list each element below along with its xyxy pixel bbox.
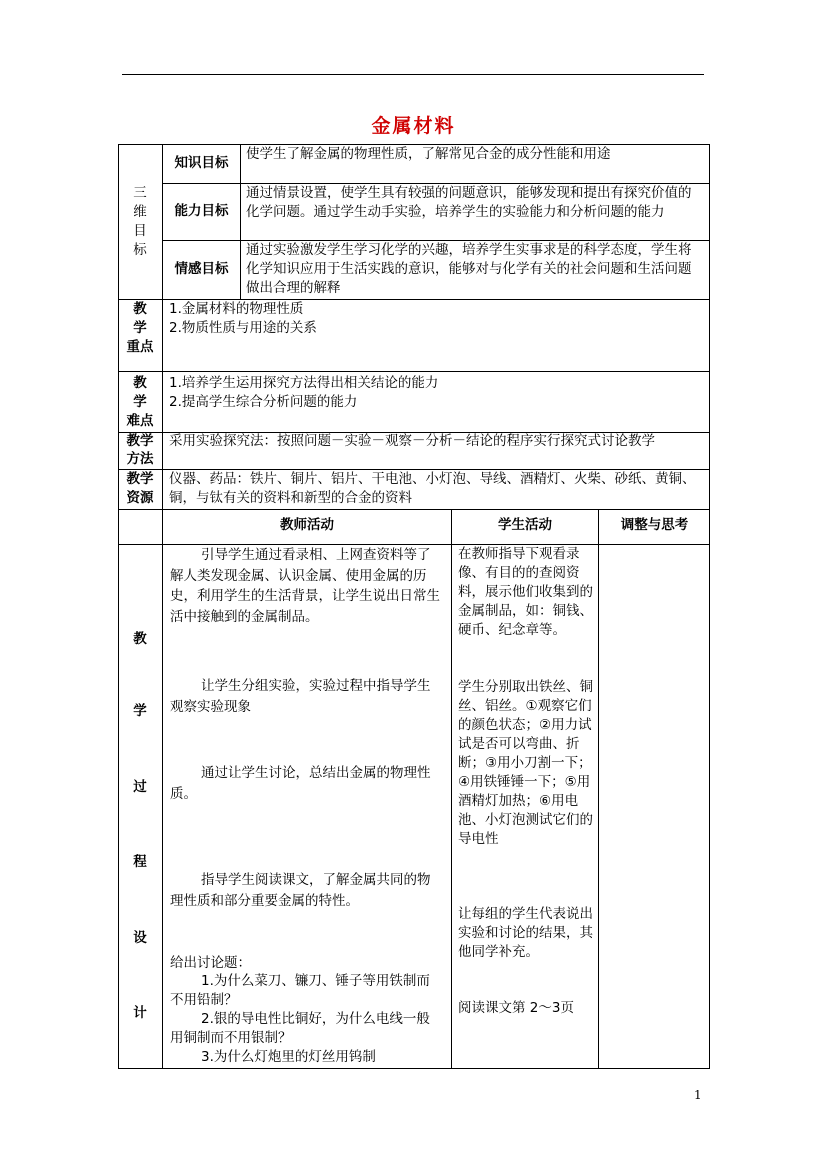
knowledge-goal-text: 使学生了解金属的物理性质，了解常见合金的成分性能和用途	[246, 146, 611, 162]
process-label-1: 教	[133, 631, 147, 647]
header-teacher: 教师活动	[280, 517, 334, 533]
ability-goal-label: 能力目标	[174, 203, 229, 219]
header-rule	[122, 74, 704, 75]
student-p3: 让每组的学生代表说出实验和讨论的结果，其他同学补充。	[458, 906, 593, 960]
ability-goal-text: 通过情景设置，使学生具有较强的问题意识，能够发现和提出有探究价值的化学问题。通过学生动手实验，培养学生的实验能力和分析问题的能力	[246, 185, 692, 220]
process-label-6: 计	[133, 1005, 147, 1021]
emotion-goal-label: 情感目标	[174, 261, 229, 277]
key-points-text: 1.金属材料的物理性质 2.物质性质与用途的关系	[169, 301, 317, 336]
student-p2: 学生分别取出铁丝、铜丝、铝丝。①观察它们的颜色状态；②用力试试是否可以弯曲、折断；③用小刀割一下；④用铁锤锤一下；⑤用酒精灯加热；⑥用电池、小灯泡测试它们的导电性	[458, 679, 593, 847]
method-label: 教学 方法	[126, 433, 154, 467]
knowledge-goal-label: 知识目标	[174, 155, 229, 171]
header-student: 学生活动	[498, 517, 552, 533]
difficulty-text: 1.培养学生运用探究方法得出相关结论的能力 2.提高学生综合分析问题的能力	[169, 375, 439, 410]
method-text: 采用实验探究法：按照问题－实验－观察－分析－结论的程序实行探究式讨论教学	[169, 433, 655, 449]
difficulty-label: 教 学 难点	[126, 375, 154, 429]
emotion-goal-text: 通过实验激发学生学习化学的兴趣，培养学生实事求是的科学态度，学生将化学知识应用于生活实践的意识，能够对与化学有关的社会问题和生活问题做出合理的解释	[246, 242, 692, 296]
student-p4: 阅读课文第 2～3页	[458, 1000, 574, 1016]
teacher-p5: 给出讨论题：	[170, 955, 251, 971]
resources-label: 教学 资源	[126, 471, 154, 506]
teacher-q1: 1.为什么菜刀、镰刀、锤子等用铁制而不用铅制？	[170, 973, 430, 1008]
header-reflect: 调整与思考	[620, 517, 689, 533]
process-label-2: 学	[133, 703, 147, 719]
teacher-q3: 3.为什么灯炮里的灯丝用钨制	[201, 1049, 376, 1065]
teacher-p4: 指导学生阅读课文，了解金属共同的物理性质和部分重要金属的特性。	[170, 872, 431, 909]
resources-text: 仪器、药品：铁片、铜片、铝片、干电池、小灯泡、导线、酒精灯、火柴、砂纸、黄铜、铜，与钛有关的资料和新型的合金的资料	[169, 471, 696, 506]
teacher-p2: 让学生分组实验，实验过程中指导学生观察实验现象	[170, 678, 431, 715]
teacher-q2: 2.银的导电性比铜好，为什么电线一般用铜制而不用银制？	[170, 1011, 430, 1046]
page-title: 金属材料	[371, 115, 456, 137]
teacher-p3: 通过让学生讨论，总结出金属的物理性质。	[170, 765, 431, 802]
process-label-4: 程	[133, 854, 147, 870]
student-p1: 在教师指导下观看录像、有目的的查阅资料，展示他们收集到的金属制品，如：铜钱、硬币、纪念章等。	[458, 546, 593, 638]
key-points-label: 教 学 重点	[126, 301, 154, 355]
teacher-p1: 引导学生通过看录相、上网查资料等了解人类发现金属、认识金属、使用金属的历史，利用学生的生活背景，让学生说出日常生活中接触到的金属制品。	[170, 547, 440, 625]
page-number: 1	[694, 1088, 702, 1102]
sanwei-label: 三 维 目 标	[133, 185, 147, 258]
process-label-5: 设	[133, 930, 147, 946]
process-label-3: 过	[133, 779, 147, 795]
